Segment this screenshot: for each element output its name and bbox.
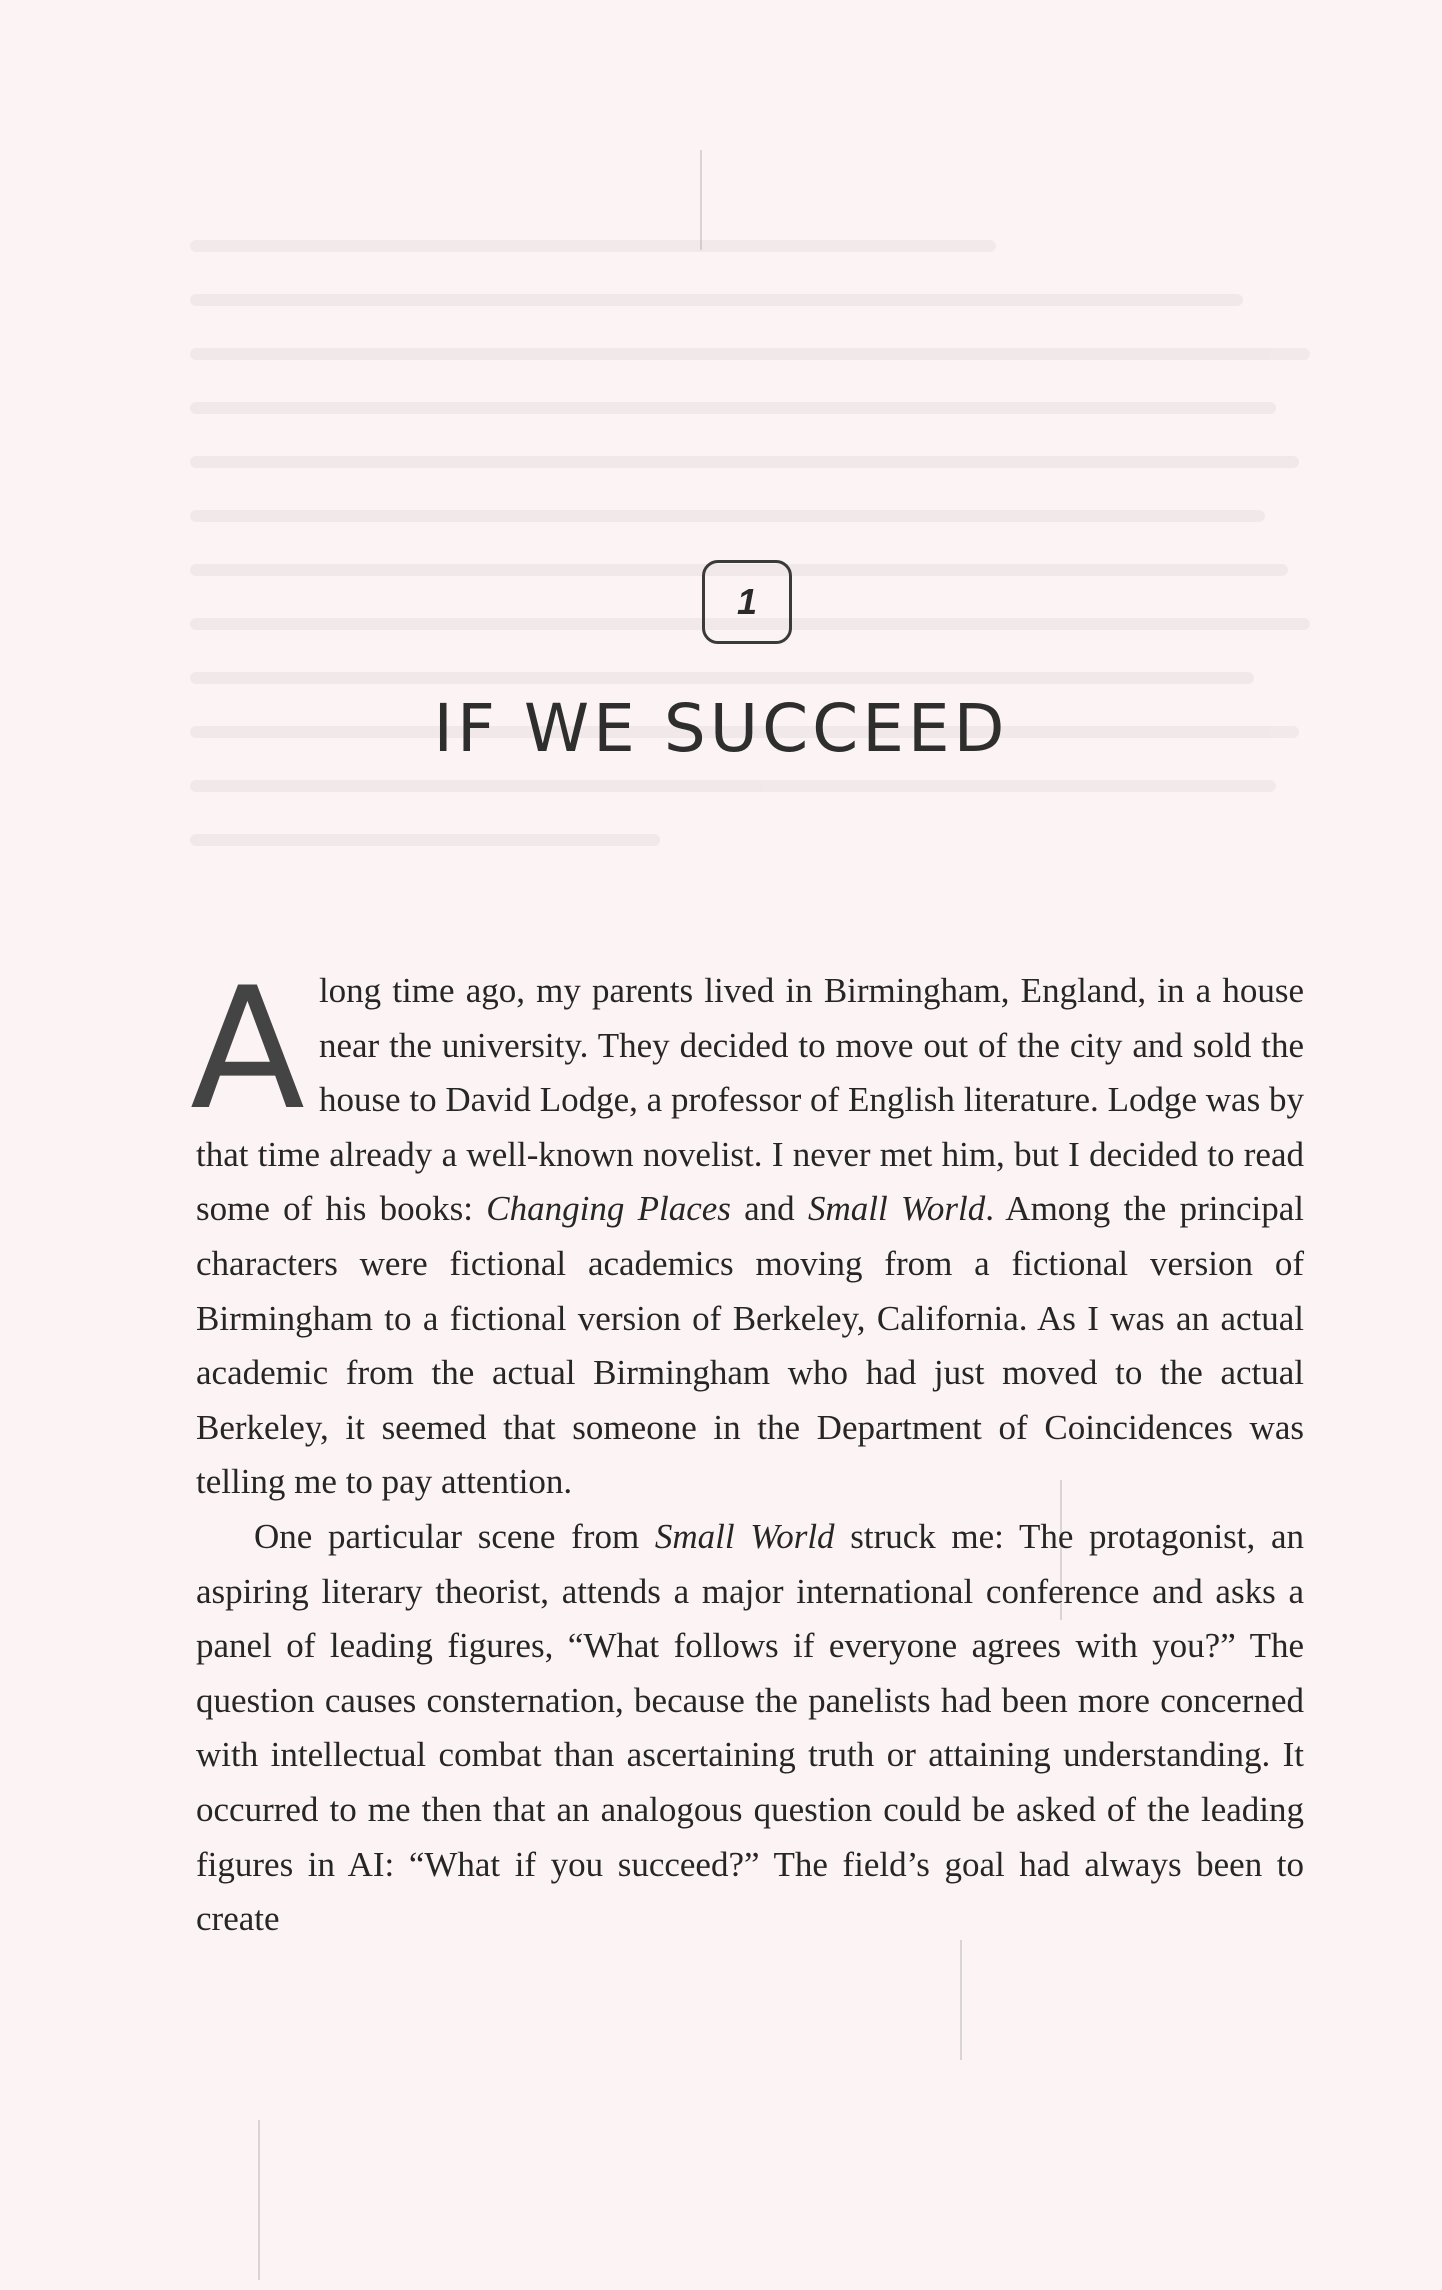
book-title-small-world: Small World [654,1516,835,1556]
paragraph-1-text: and [730,1189,808,1229]
paragraph-2 [196,1510,1304,1947]
paragraph-1-text: . Among the principal characters were fictional academics moving from a fictional version of Birmingham to a fictional version of Berkeley, California. As I was an actual academic from the actual Birmingham who had just moved to the actual Berkeley, it seemed that someone in the Department of Coincidences was telling me to pay attention. [196,1189,1304,1502]
scan-artifact [960,1940,962,2060]
book-title-changing-places: Changing Places [486,1189,731,1229]
chapter-number: 1 [736,581,758,622]
paragraph-2-text: struck me: The protagonist, an aspiring literary theorist, attends a major international conference and asks a panel of leading figures, “What follows if everyone agrees with you?” The question causes consternation, because the panelists had been more concerned with intellectual combat than ascertaining truth or attaining understanding. It occurred to me then that an analogous question could be asked of the leading figures in AI: “What if you succeed?” The field’s goal had always been to create [196,1516,1304,1939]
book-title-small-world: Small World [807,1189,986,1229]
drop-cap: A [190,951,305,1147]
chapter-number-badge [702,560,792,644]
scan-artifact [258,2120,260,2280]
paragraph-1 [190,951,1304,1510]
chapter-body [190,951,1304,1947]
paragraph-1-text: long time ago, my parents lived in Birmingham, England, in a house near the university. They decided to move out of the city and sold the house to David Lodge, a professor of English literature. Lodge was by that time already a well-known novelist. I never met him, but I decided to read some of his books: [196,971,1304,1229]
scan-artifact [700,150,702,250]
paragraph-2-text: One particular scene from [254,1516,655,1556]
chapter-title: IF WE SUCCEED [433,690,1009,767]
